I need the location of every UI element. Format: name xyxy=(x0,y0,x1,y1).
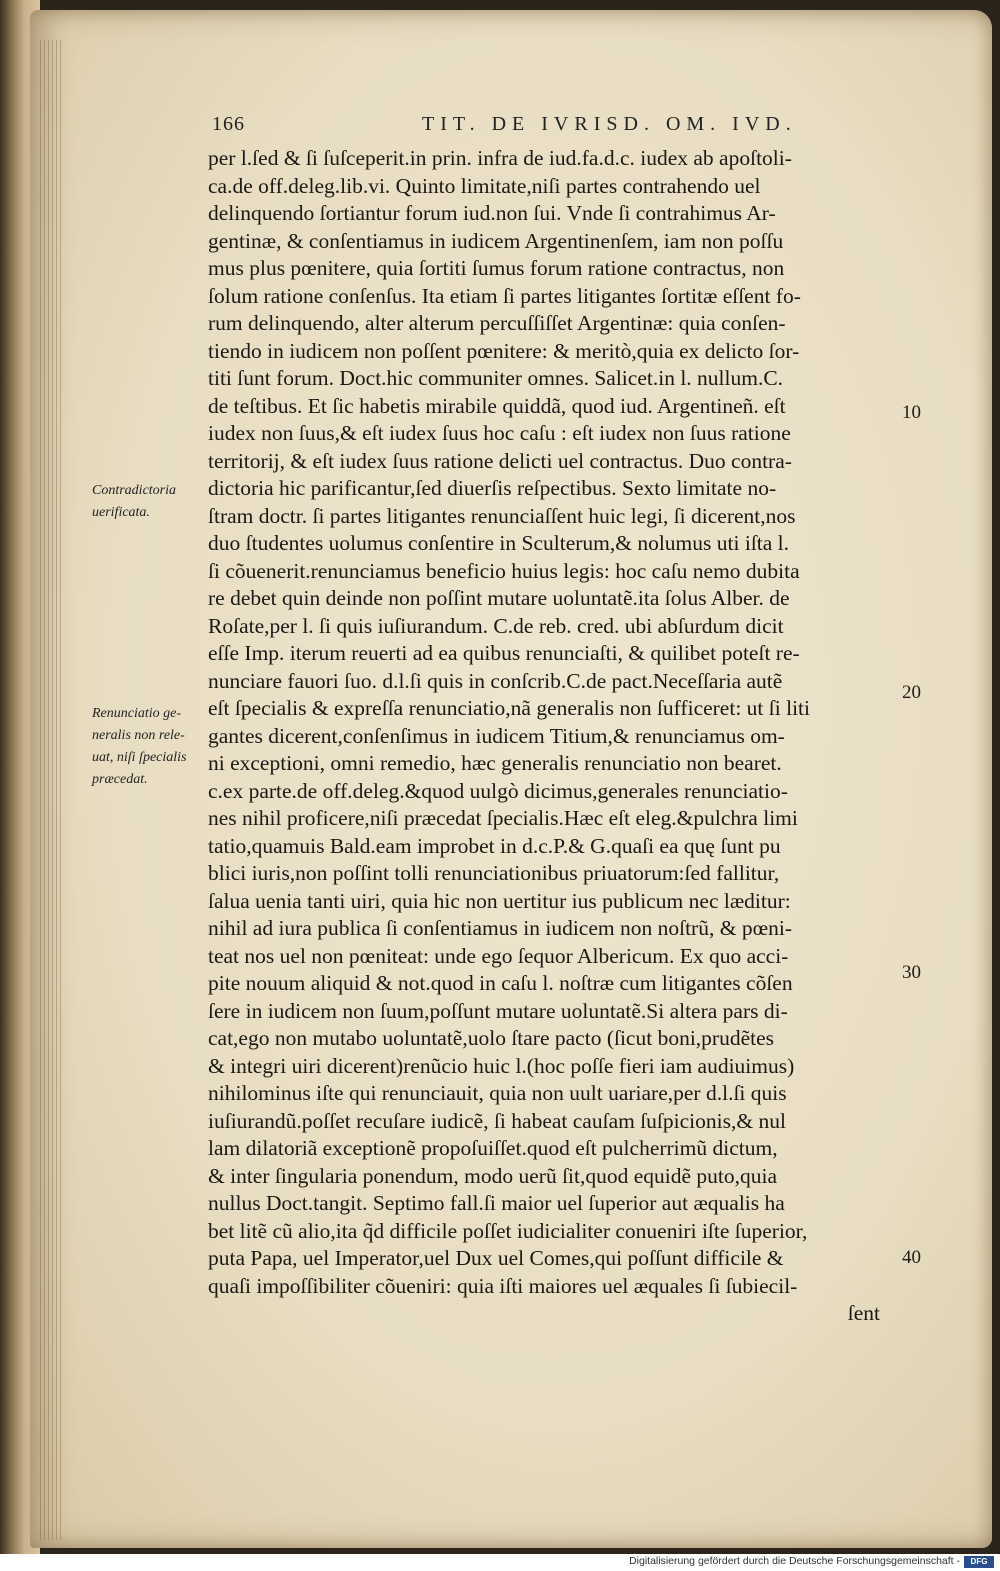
margin-note-line: præcedat. xyxy=(92,772,148,787)
margin-note-line: neralis non rele- xyxy=(92,728,185,743)
text-line: gantes dicerent,conſenſimus in iudicem Titium,& renunciamus om- xyxy=(208,723,785,748)
text-line: eſſe Imp. iterum reuerti ad ea quibus renunciaſti, & quilibet poteſt re- xyxy=(208,641,800,665)
text-line: gentinæ, & conſentiamus in iudicem Argentinenſem, iam non poſſu xyxy=(208,228,784,253)
text-line: mus plus pœnitere, quia ſortiti ſumus forum ratione contractus, non xyxy=(208,256,785,280)
text-line: de teſtibus. Et ſic habetis mirabile quiddã, quod iud. Argentineñ. eſt xyxy=(208,393,786,418)
text-line: tatio,quamuis Bald.eam improbet in d.c.P.& G.quaſi ea quę ſunt pu xyxy=(208,833,781,858)
footer-bar xyxy=(0,1554,1000,1571)
text-line: teat nos uel non pœniteat: unde ego ſequor Albericum. Ex quo acci- xyxy=(208,943,789,968)
text-line: ſtram doctr. ſi partes litigantes renunciaſſent huic legi, ſi dicerent,nos xyxy=(208,503,796,528)
margin-note-line: uerificata. xyxy=(92,505,150,520)
text-line: puta Papa, uel Imperator,uel Dux uel Comes,qui poſſunt difficile & xyxy=(208,1246,784,1270)
text-line: ſolum ratione conſenſus. Ita etiam ſi partes litigantes ſortitæ eſſent fo- xyxy=(208,283,801,308)
text-line: duo ſtudentes uolumus conſentire in Sculterum,& nolumus uti iſta l. xyxy=(208,531,790,555)
text-line: eſt ſpecialis & expreſſa renunciatio,nã generalis non ſufficeret: ut ſi liti xyxy=(208,696,810,720)
margin-note-line: uat, niſi ſpecialis xyxy=(92,750,187,765)
text-line: nihilominus iſte qui renunciauit, quia non uult uariare,per d.l.ſi quis xyxy=(208,1081,787,1105)
text-line: bet litẽ cũ alio,ita q̃d difficile poſſet iudicialiter conueniri iſte ſuperior, xyxy=(208,1218,808,1243)
text-line: ſere in iudicem non ſuum,poſſunt mutare uoluntatẽ.Si altera pars di- xyxy=(208,998,788,1023)
text-line: titi ſunt forum. Doct.hic communiter omnes. Salicet.in l. nullum.C. xyxy=(208,366,784,390)
line-number-40: 40 xyxy=(902,1247,921,1268)
line-number-30: 30 xyxy=(902,962,921,983)
text-line: ca.de off.deleg.lib.vi. Quinto limitate,niſi partes contrahendo uel xyxy=(208,173,761,198)
margin-note-line: Renunciatio ge- xyxy=(92,706,182,721)
page-number: 166 xyxy=(212,113,245,135)
text-line: ſi cõuenerit.renunciamus beneficio huius legis: hoc caſu nemo dubita xyxy=(208,558,800,583)
text-line: & integri uiri dicerent)renũcio huic l.(hoc poſſe fieri iam audiuimus) xyxy=(208,1053,795,1078)
text-line: territorij, & eſt iudex ſuus ratione delicti uel contractus. Duo contra- xyxy=(208,448,792,473)
text-line: tiendo in iudicem non poſſent pœnitere: & meritò,quia ex delicto ſor- xyxy=(208,338,800,363)
page-stack-edge xyxy=(40,40,64,1540)
running-title: TIT. DE IVRISD. OM. IVD. xyxy=(422,113,797,135)
main-text-block xyxy=(208,145,898,1328)
margin-note-line: Contradictoria xyxy=(92,483,177,498)
text-line: nullus Doct.tangit. Septimo fall.ſi maior uel ſuperior aut æqualis ha xyxy=(208,1191,785,1215)
text-line: Roſate,per l. ſi quis iuſiurandum. C.de reb. cred. ubi abſurdum dicit xyxy=(208,613,784,638)
text-line: c.ex parte.de off.deleg.&quod uulgò dicimus,generales renunciatio- xyxy=(208,778,788,803)
text-line: per l.ſed & ſi ſuſceperit.in prin. infra de iud.fa.d.c. iudex ab apoſtoli- xyxy=(208,146,792,170)
text-line: quaſi impoſſibiliter cõueniri: quia iſti maiores uel æquales ſi ſubiecil- xyxy=(208,1273,798,1298)
text-line: dictoria hic parificantur,ſed diuerſis reſpectibus. Sexto limitate no- xyxy=(208,476,777,500)
margin-note-renunciatio xyxy=(92,703,210,791)
text-line: lam dilatoriã exceptionẽ propoſuiſſet.quod eſt pulcherrimũ dictum, xyxy=(208,1136,778,1160)
line-number-10: 10 xyxy=(902,402,921,423)
page-header xyxy=(212,113,797,137)
text-line: pite nouum aliquid & not.quod in caſu l. noſtræ cum litigantes cõſen xyxy=(208,971,793,995)
line-number-20: 20 xyxy=(902,682,921,703)
footer-funding-text: Digitalisierung gefördert durch die Deutsche Forschungsgemeinschaft - xyxy=(629,1555,960,1567)
text-line: ni exceptioni, omni remedio, hæc generalis renunciatio non bearet. xyxy=(208,751,782,775)
dfg-logo: DFG xyxy=(964,1556,994,1568)
text-line: rum delinquendo, alter alterum percuſſiſſet Argentinæ: quia conſen- xyxy=(208,311,786,335)
margin-note-contradictoria xyxy=(92,480,210,524)
text-line: nihil ad iura publica ſi conſentiamus in iudicem non noſtrũ, & pœni- xyxy=(208,916,792,940)
text-line: iudex non ſuus,& eſt iudex ſuus hoc caſu : eſt iudex non ſuus ratione xyxy=(208,421,791,445)
text-line: iuſiurandũ.poſſet recuſare iudicẽ, ſi habeat cauſam ſuſpicionis,& nul xyxy=(208,1108,786,1133)
text-line: blici iuris,non poſſint tolli renunciationibus priuatorum:ſed fallitur, xyxy=(208,861,780,885)
text-line: nunciare fauori ſuo. d.l.ſi quis in conſcrib.C.de pact.Neceſſaria autẽ xyxy=(208,668,783,693)
catchword: ſent xyxy=(847,1301,880,1325)
text-line: delinquendo ſortiantur forum iud.non ſui. Vnde ſi contrahimus Ar- xyxy=(208,201,776,225)
text-line: re debet quin deinde non poſſint mutare uoluntatẽ.ita ſolus Alber. de xyxy=(208,586,790,610)
text-line: cat,ego non mutabo uoluntatẽ,uolo ſtare pacto (ſicut boni,prudẽtes xyxy=(208,1026,775,1050)
text-line: nes nihil proficere,niſi præcedat ſpecialis.Hæc eſt eleg.&pulchra limi xyxy=(208,806,798,830)
text-line: ſalua uenia tanti uiri, quia hic non uertitur ius publicum nec læditur: xyxy=(208,888,791,913)
text-line: & inter ſingularia ponendum, modo uerũ ſit,quod equidẽ puto,quia xyxy=(208,1163,778,1188)
